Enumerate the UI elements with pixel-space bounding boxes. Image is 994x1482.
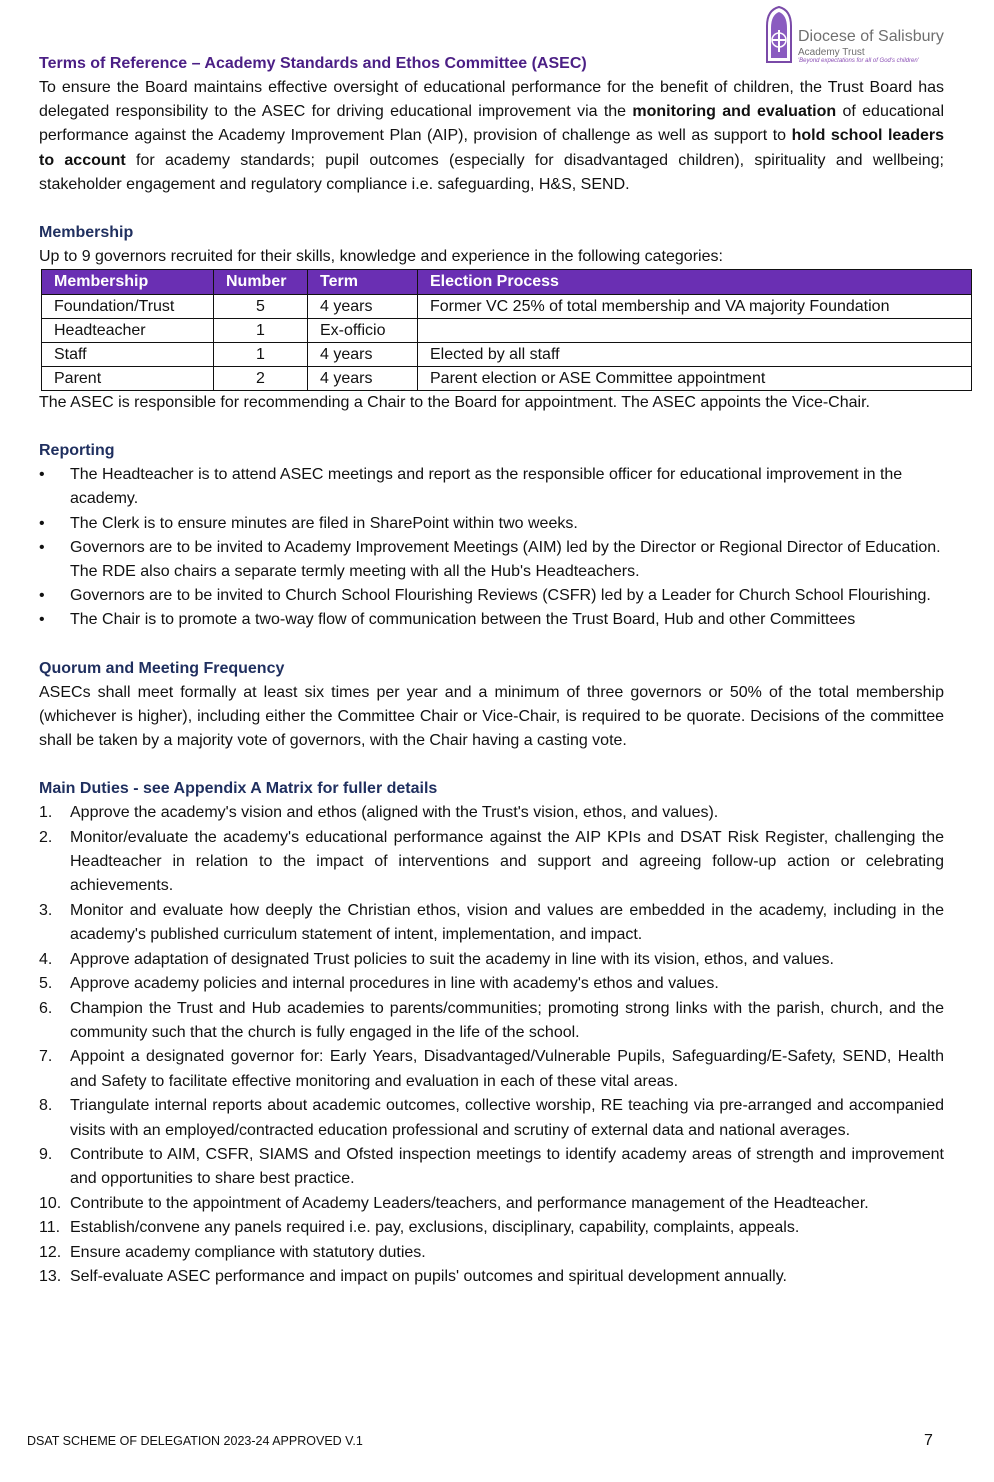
terms-text-1: To ensure the Board maintains effective oversight of educational performance for the benefit of children, the Trust Board has delegated responsibility to the ASEC for driving educational improvement via the: [39, 79, 944, 121]
list-item-text: Approve the academy's vision and ethos (aligned with the Trust's vision, ethos, and values).: [70, 804, 719, 822]
list-item: [39, 972, 944, 996]
terms-bold-2: hold school leaders to account: [39, 127, 944, 169]
list-item: [39, 463, 944, 511]
table-cell: Ex-officio: [308, 319, 418, 343]
table-cell: Staff: [42, 343, 214, 367]
table-cell: Former VC 25% of total membership and VA majority Foundation: [418, 295, 972, 319]
list-item: [39, 536, 944, 584]
item-number: 1.: [39, 804, 53, 822]
table-cell: Parent election or ASE Committee appointment: [418, 367, 972, 391]
list-item-text: Establish/convene any panels required i.e. pay, exclusions, disciplinary, capability, complaints, appeals.: [70, 1219, 800, 1237]
terms-bold-1: monitoring and evaluation: [632, 103, 837, 121]
table-cell: Headteacher: [42, 319, 214, 343]
duties-list: [39, 801, 944, 1289]
col-header: Term: [308, 270, 418, 295]
membership-table: [41, 269, 972, 391]
table-cell: 5: [214, 295, 308, 319]
col-header: Election Process: [418, 270, 972, 295]
membership-after: The ASEC is responsible for recommending a Chair to the Board for appointment. The ASEC appoints the Vice-Chair.: [39, 394, 870, 412]
item-number: 3.: [39, 901, 53, 919]
membership-intro: Up to 9 governors recruited for their skills, knowledge and experience in the following categories:: [39, 248, 723, 266]
terms-text-3: for academy standards; pupil outcomes (especially for disadvantaged children), spirituality and wellbeing; stakeholder engagement and regulatory compliance i.e. safeguarding, H&S, SEND.: [39, 151, 945, 193]
list-item-text: The Chair is to promote a two-way flow of communication between the Trust Board, Hub and other Committees: [70, 611, 856, 629]
page-number: 7: [924, 1432, 933, 1449]
table-cell: 4 years: [308, 367, 418, 391]
logo-title: Diocese of Salisbury: [798, 28, 944, 45]
list-item: [39, 608, 944, 632]
item-number: 5.: [39, 975, 53, 993]
list-item-text: Monitor and evaluate how deeply the Christian ethos, vision and values are embedded in the academy, including in the academy's published curriculum statement of intent, implementation, and impact.: [70, 901, 944, 944]
table-row: [42, 343, 972, 367]
item-number: 10.: [39, 1194, 62, 1212]
table-cell: 1: [214, 343, 308, 367]
item-number: 12.: [39, 1243, 62, 1261]
list-item-text: Governors are to be invited to Church School Flourishing Reviews (CSFR) led by a Leader for Church School Flourishing.: [70, 587, 931, 605]
reporting-heading: Reporting: [39, 442, 115, 460]
list-item-text: Appoint a designated governor for: Early Years, Disadvantaged/Vulnerable Pupils, Safeguarding/E-Safety, SEND, Health and Safety to facilitate effective monitoring and evaluation in each of these vital areas.: [70, 1048, 944, 1090]
quorum-heading: Quorum and Meeting Frequency: [39, 659, 285, 677]
list-item-text: Contribute to AIM, CSFR, SIAMS and Ofsted inspection meetings to identify academy areas of strength and improvement and opportunities to share best practice.: [70, 1145, 944, 1188]
list-item-text: The Clerk is to ensure minutes are filed in SharePoint within two weeks.: [70, 514, 578, 532]
quorum-text: ASECs shall meet formally at least six times per year and a minimum of three governors or 50% of the total membership (whichever is higher), including either the Committee Chair or Vice-Chair, is required to be quorate. Decisions of the committee shall be taken by a majority vote of governors, with the Chair having a casting vote.: [39, 683, 944, 750]
bullet-icon: •: [39, 466, 45, 484]
document-page: [39, 0, 944, 1289]
table-cell: 4 years: [308, 343, 418, 367]
reporting-list: [39, 463, 944, 632]
list-item: [39, 1216, 944, 1240]
bullet-icon: •: [39, 587, 45, 605]
terms-text-2: of educational performance against the Academy Improvement Plan (AIP), provision of challenge as well as support to: [39, 103, 945, 145]
item-number: 7.: [39, 1048, 53, 1066]
footer-label: DSAT SCHEME OF DELEGATION 2023-24 APPROVED V.1: [27, 1434, 363, 1448]
list-item: [39, 1094, 944, 1143]
item-number: 11.: [39, 1219, 61, 1237]
list-item: [39, 826, 944, 899]
membership-heading: Membership: [39, 224, 134, 242]
table-row: [42, 367, 972, 391]
list-item-text: Ensure academy compliance with statutory duties.: [70, 1243, 426, 1261]
terms-paragraph: [39, 76, 944, 197]
terms-heading: Terms of Reference – Academy Standards and Ethos Committee (ASEC): [39, 55, 587, 72]
table-cell: [418, 319, 972, 343]
table-cell: 4 years: [308, 295, 418, 319]
list-item-text: Monitor/evaluate the academy's educational performance against the AIP KPIs and DSAT Risk Register, challenging the Headteacher in relation to the impact of interventions and support and agreeing follow-up action or celebrating achievements.: [70, 828, 944, 895]
list-item: [39, 801, 944, 825]
list-item-text: Triangulate internal reports about academic outcomes, collective worship, RE teaching via pre-arranged and accompanied visits with an employed/contracted education professional and scrutiny of external data and national averages.: [70, 1097, 944, 1139]
list-item: [39, 1241, 944, 1265]
list-item-text: Approve academy policies and internal procedures in line with academy's ethos and values.: [70, 975, 719, 993]
list-item: [39, 1265, 944, 1289]
item-number: 2.: [39, 828, 53, 846]
bullet-icon: •: [39, 538, 45, 556]
list-item: [39, 997, 944, 1046]
logo-subtitle: Academy Trust: [798, 47, 865, 58]
table-cell: Elected by all staff: [418, 343, 972, 367]
list-item: [39, 512, 944, 536]
item-number: 13.: [39, 1267, 62, 1285]
list-item: [39, 1192, 944, 1216]
table-row: [42, 295, 972, 319]
list-item-text: Contribute to the appointment of Academy Leaders/teachers, and performance management of the Headteacher.: [70, 1194, 869, 1212]
col-header: Number: [214, 270, 308, 295]
table-cell: 1: [214, 319, 308, 343]
item-number: 4.: [39, 950, 53, 968]
list-item-text: Self-evaluate ASEC performance and impact on pupils' outcomes and spiritual development annually.: [70, 1267, 787, 1285]
table-header-row: [42, 270, 972, 295]
list-item-text: Approve adaptation of designated Trust policies to suit the academy in line with its vision, ethos, and values.: [70, 950, 834, 968]
list-item: [39, 948, 944, 972]
table-cell: Foundation/Trust: [42, 295, 214, 319]
table-cell: 2: [214, 367, 308, 391]
list-item: [39, 1045, 944, 1094]
list-item: [39, 584, 944, 608]
bullet-icon: •: [39, 514, 45, 532]
item-number: 9.: [39, 1145, 53, 1163]
col-header: Membership: [42, 270, 214, 295]
table-cell: Parent: [42, 367, 214, 391]
list-item-text: The Headteacher is to attend ASEC meetings and report as the responsible officer for educational improvement in the academy.: [70, 466, 903, 508]
list-item: [39, 1143, 944, 1192]
logo-tagline: 'Beyond expectations for all of God's children': [798, 58, 919, 64]
item-number: 8.: [39, 1097, 53, 1115]
bullet-icon: •: [39, 611, 45, 629]
list-item: [39, 899, 944, 948]
list-item-text: Governors are to be invited to Academy Improvement Meetings (AIM) led by the Director or Regional Director of Education. The RDE also chairs a separate termly meeting with all the Hub's Headteachers.: [70, 538, 941, 581]
duties-heading: Main Duties - see Appendix A Matrix for fuller details: [39, 780, 438, 798]
list-item-text: Champion the Trust and Hub academies to parents/communities; promoting strong links with the parish, church, and the community such that the church is fully engaged in the life of the school.: [70, 999, 944, 1041]
item-number: 6.: [39, 999, 53, 1017]
table-row: [42, 319, 972, 343]
